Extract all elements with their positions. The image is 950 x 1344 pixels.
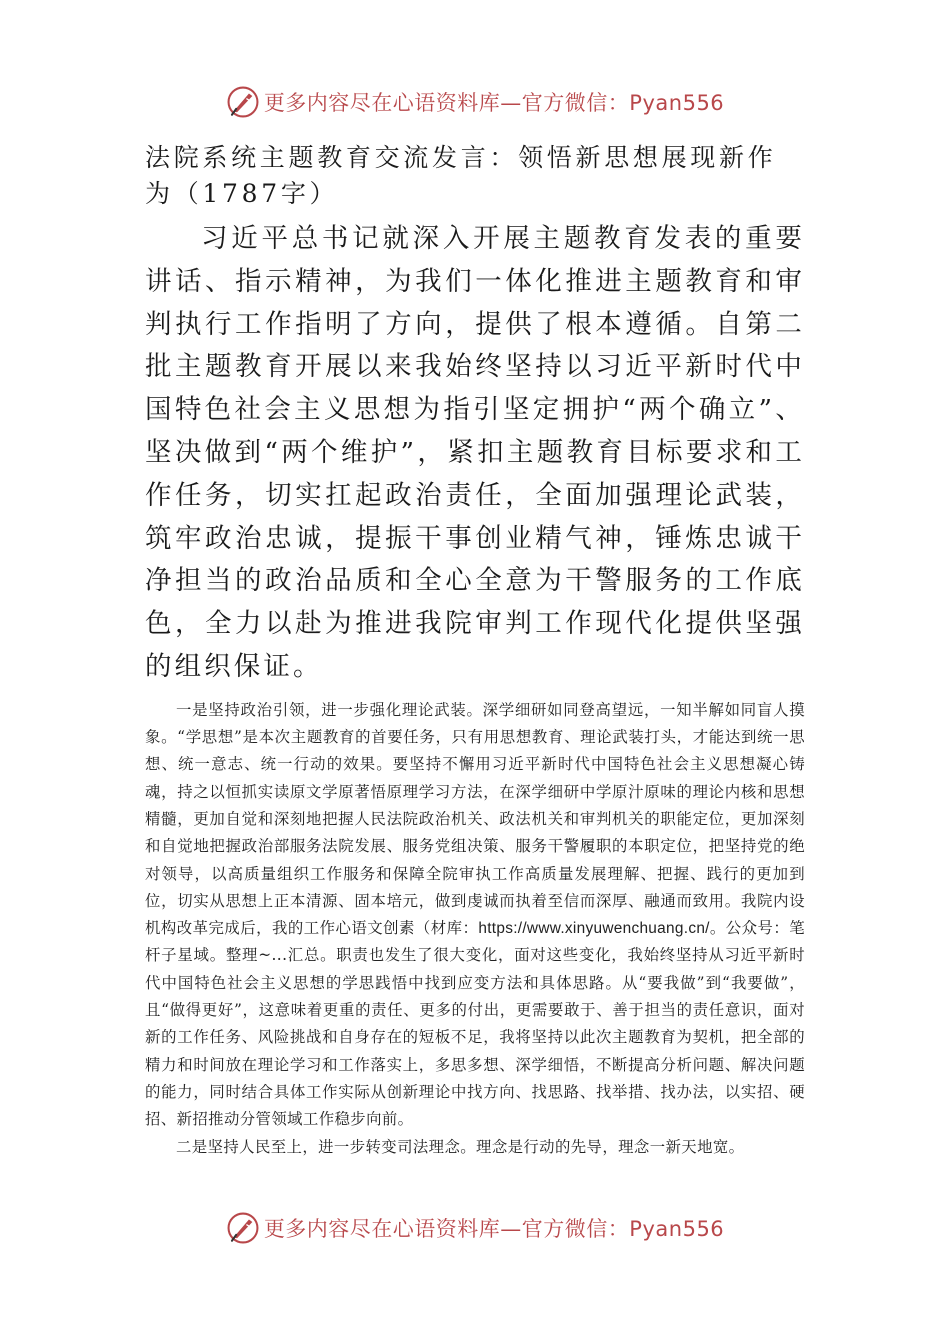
body-paragraph-2: 二是坚持人民至上，进一步转变司法理念。理念是行动的先导，理念一新天地宽。 (176, 1137, 745, 1156)
footer-watermark (0, 1208, 950, 1248)
paragraph-1-text-a: 一是坚持政治引领，进一步强化理论武装。深学细研如同登高望远，一知半解如同盲人摸象。“学思想”是本次主题教育的首要任务，只有用思想教育、理论武装打头，才能达到统一思想、统一意志、统一行动的效果。要坚持不懈用习近平新时代中国特色社会主义思想凝心铸魂，持之以恒抓实读原文学原著悟原理学习方法，在深学细研中学原汁原味的理论内核和思想精髓，更加自觉和深刻地把握人民法院政治机关、政法机关和审判机关的职能定位，更加深刻和自觉地把握政治部服务法院发展、服务党组决策、服务干警履职的本职定位，把坚持党的绝对领导，以高质量组织工作服务和保障全院审执工作高质量发展理解、把握、践行的更加到位，切实从思想上正本清源、固本培元，做到虔诚而执着至信而深厚、融通而致用。我院内设机构改革完成后，我的工作心语文创素（材库： (145, 700, 805, 938)
source-url: https://www.xinyuwenchuang.cn/ (478, 920, 710, 938)
quill-logo-icon (226, 1211, 260, 1245)
paragraph-1-text-b: 。公众号：笔杆子星域。整理~...汇总。职责也发生了很大变化，面对这些变化，我始终坚持从习近平新时代中国特色社会主义思想的学思践悟中找到应变方法和具体思路。从“要我做”到“我要做”，且“做得更好”，这意味着更重的责任、更多的付出，更需要敢于、善于担当的责任意识，面对新的工作任务、风险挑战和自身存在的短板不足，我将坚持以此次主题教育为契机，把全部的精力和时间放在理论学习和工作落实上，多思多想、深学细悟，不断提高分析问题、解决问题的能力，同时结合具体工作实际从创新理论中找方向、找思路、找举措、找办法，以实招、硬招、新招推动分管领域工作稳步向前。 (145, 919, 805, 1129)
document-title: 法院系统主题教育交流发言：领悟新思想展现新作为（1787字） (145, 143, 777, 208)
body-paragraph-1 (145, 697, 805, 1134)
quill-logo-icon (226, 85, 260, 119)
intro-paragraph: 习近平总书记就深入开展主题教育发表的重要讲话、指示精神，为我们一体化推进主题教育和审判执行工作指明了方向，提供了根本遵循。自第二批主题教育开展以来我始终坚持以习近平新时代中国特色社会主义思想为指引坚定拥护“两个确立”、坚决做到“两个维护”，紧扣主题教育目标要求和工作任务，切实扛起政治责任，全面加强理论武装，筑牢政治忠诚，提振干事创业精气神，锤炼忠诚干净担当的政治品质和全心全意为干警服务的工作底色，全力以赴为推进我院审判工作现代化提供坚强的组织保证。 (145, 223, 805, 682)
watermark-text: 更多内容尽在心语资料库—官方微信：Pyan556 (263, 91, 725, 115)
header-watermark (0, 82, 950, 122)
watermark-text: 更多内容尽在心语资料库—官方微信：Pyan556 (263, 1217, 725, 1241)
document-body (145, 140, 805, 1161)
